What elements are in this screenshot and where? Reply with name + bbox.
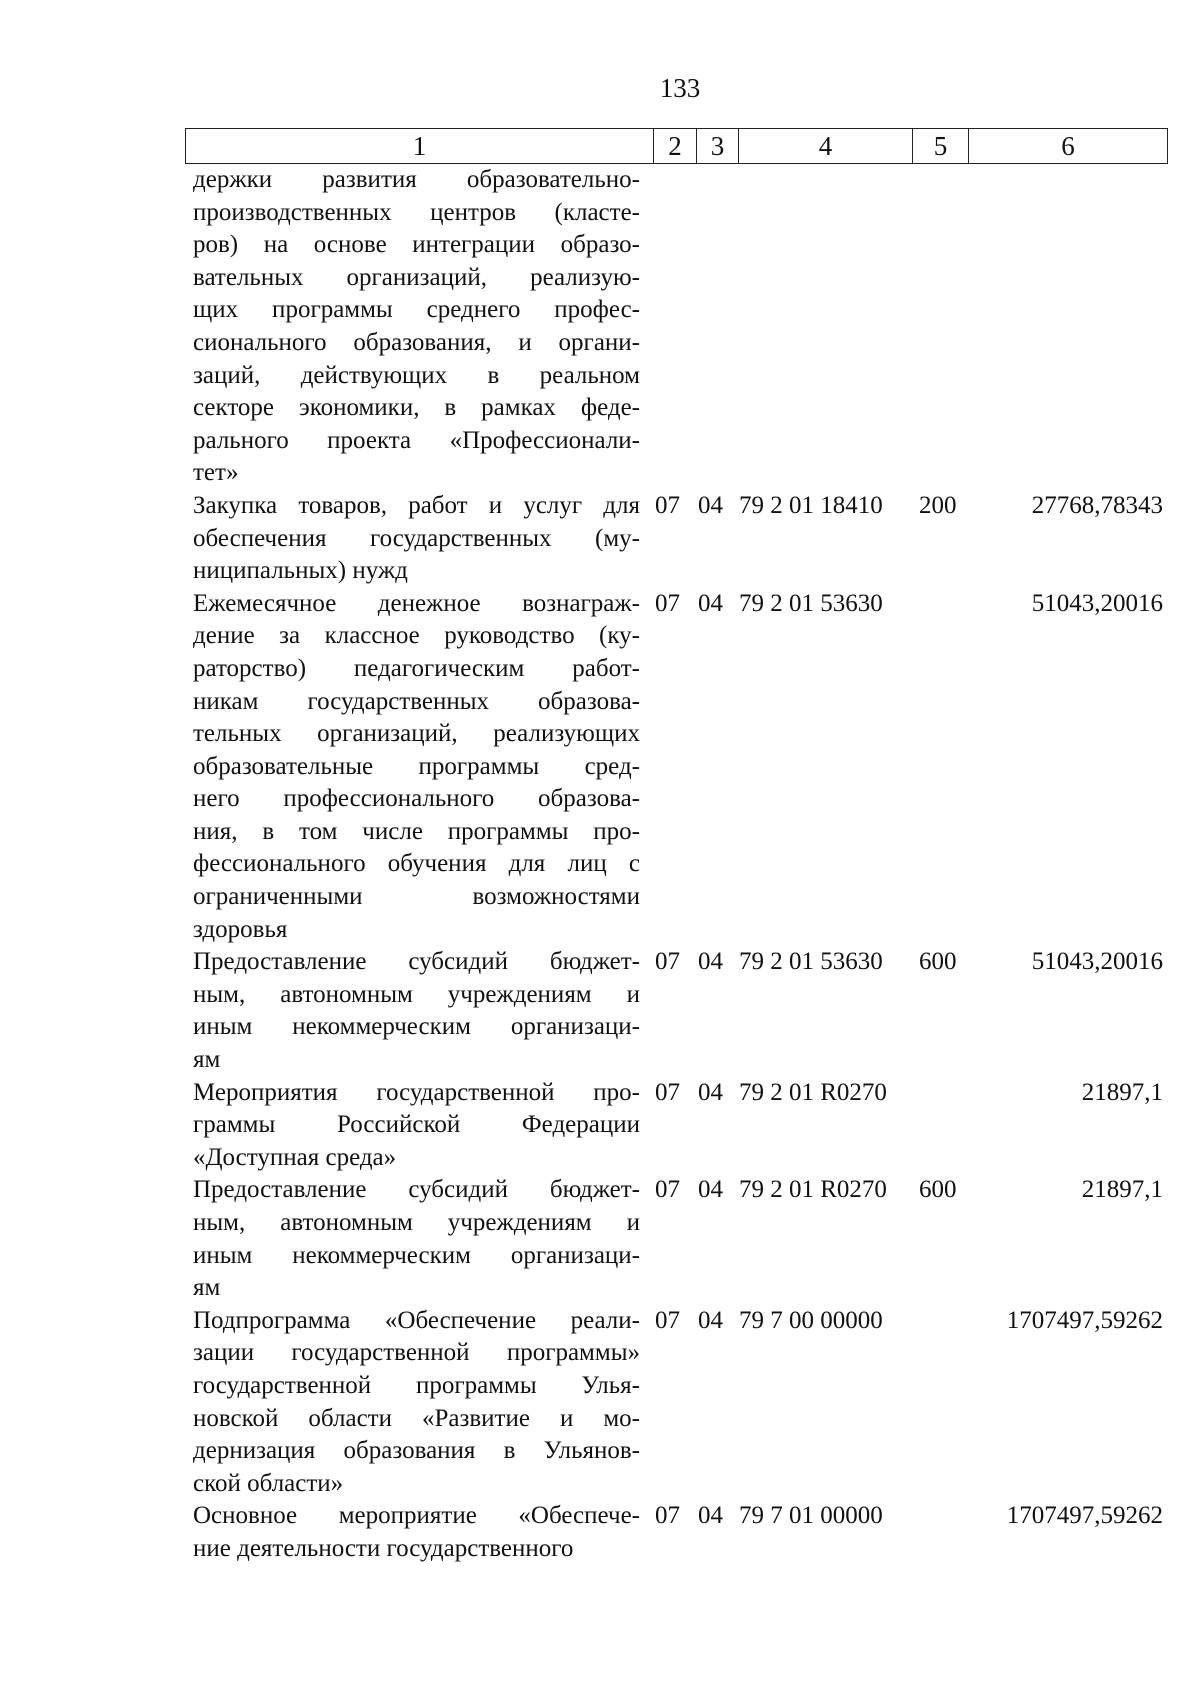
subsection-code: 04: [698, 1306, 723, 1334]
description-line: ской области»: [193, 1469, 344, 1497]
description-line: государственной программы Улья-: [193, 1371, 640, 1399]
description-line: зации государственной программы»: [193, 1339, 640, 1367]
description-line: «Доступная среда»: [193, 1143, 397, 1171]
description-line: обеспечения государственных (му-: [193, 524, 640, 552]
row-description: [193, 588, 640, 947]
description-line: Подпрограмма «Обеспечение реали-: [193, 1306, 640, 1334]
section-code: 07: [655, 1306, 680, 1334]
description-line: здоровья: [193, 915, 288, 943]
target-article-code: 79 2 01 R0270: [739, 1078, 887, 1106]
subsection-code: 04: [698, 1502, 723, 1530]
target-article-code: 79 7 01 00000: [739, 1502, 883, 1530]
row-amount: 51043,20016: [1031, 948, 1163, 976]
section-code: 07: [655, 1176, 680, 1204]
table-row: [193, 1305, 1173, 1501]
description-line: граммы Российской Федерации: [193, 1111, 640, 1139]
description-line: раторство) педагогическим работ-: [193, 654, 640, 682]
description-line: ниципальных) нужд: [193, 557, 408, 585]
target-article-code: 79 2 01 18410: [739, 491, 883, 519]
description-line: новской области «Развитие и мо-: [193, 1404, 640, 1432]
table-row: [193, 490, 1173, 588]
description-line: ным, автономным учреждениям и: [193, 1209, 640, 1236]
table-row: [193, 946, 1173, 1076]
expense-type-code: 600: [919, 948, 957, 976]
row-description: [193, 946, 640, 1076]
description-line: никам государственных образова-: [193, 687, 640, 715]
description-line: сионального образования, и органи-: [193, 328, 640, 356]
description-line: рального проекта «Профессионали-: [193, 426, 640, 454]
description-line: него профессионального образова-: [193, 785, 640, 813]
column-header-2: 2: [654, 129, 697, 164]
target-article-code: 79 2 01 R0270: [739, 1176, 887, 1204]
subsection-code: 04: [698, 948, 723, 976]
section-code: 07: [655, 1502, 680, 1530]
description-line: дение за классное руководство (ку-: [193, 622, 640, 650]
row-amount: 21897,1: [1081, 1078, 1163, 1106]
target-article-code: 79 2 01 53630: [739, 948, 883, 976]
description-line: ние деятельности государственного: [193, 1534, 574, 1562]
description-line: иным некоммерческим организаци-: [193, 1013, 640, 1041]
description-line: Предоставление субсидий бюджет-: [193, 948, 640, 976]
row-description: [193, 1174, 640, 1304]
column-header-3: 3: [697, 129, 739, 164]
page-number: 133: [659, 73, 701, 103]
description-line: Основное мероприятие «Обеспече-: [193, 1502, 640, 1530]
description-line: щих программы среднего профес-: [193, 296, 640, 324]
target-article-code: 79 2 01 53630: [739, 589, 883, 617]
section-code: 07: [655, 491, 680, 519]
description-line: дернизация образования в Ульянов-: [193, 1437, 640, 1465]
budget-table-body: [193, 164, 1173, 1566]
section-code: 07: [655, 1078, 680, 1106]
table-row: [193, 1174, 1173, 1304]
row-amount: 1707497,59262: [1006, 1306, 1163, 1334]
row-description: [193, 164, 640, 490]
description-line: ям: [193, 1046, 221, 1074]
description-line: Мероприятия государственной про-: [193, 1078, 640, 1106]
expense-type-code: 600: [919, 1176, 957, 1204]
column-header-5: 5: [913, 129, 969, 164]
subsection-code: 04: [698, 1078, 723, 1106]
table-row: [193, 164, 1173, 490]
row-amount: 1707497,59262: [1006, 1502, 1163, 1530]
section-code: 07: [655, 589, 680, 617]
description-line: ров) на основе интеграции образо-: [193, 231, 640, 259]
column-header-4: 4: [739, 129, 913, 164]
description-line: Предоставление субсидий бюджет-: [193, 1176, 640, 1204]
column-header-row: [186, 129, 1168, 164]
description-line: фессионального обучения для лиц с: [193, 850, 640, 878]
subsection-code: 04: [698, 589, 723, 617]
description-line: секторе экономики, в рамках феде-: [193, 394, 640, 422]
row-description: [193, 1077, 640, 1175]
description-line: вательных организаций, реализую-: [193, 263, 640, 291]
subsection-code: 04: [698, 491, 723, 519]
description-line: иным некоммерческим организаци-: [193, 1241, 640, 1269]
subsection-code: 04: [698, 1176, 723, 1204]
row-description: [193, 490, 640, 588]
description-line: образовательные программы сред-: [193, 752, 640, 780]
description-line: ным, автономным учреждениям и: [193, 980, 640, 1008]
row-description: [193, 1500, 640, 1565]
target-article-code: 79 7 00 00000: [739, 1306, 883, 1334]
column-header-table: [185, 128, 1168, 164]
row-amount: 27768,78343: [1031, 491, 1163, 519]
description-line: ния, в том числе программы про-: [193, 817, 640, 845]
expense-type-code: 200: [919, 491, 957, 519]
section-code: 07: [655, 948, 680, 976]
description-line: ограниченными возможностями: [193, 883, 640, 911]
description-line: тельных организаций, реализующих: [193, 720, 640, 748]
description-line: производственных центров (класте-: [193, 198, 640, 226]
description-line: Ежемесячное денежное вознаграж-: [193, 589, 640, 617]
table-row: [193, 1500, 1173, 1565]
description-line: держки развития образовательно-: [193, 166, 640, 193]
column-header-6: 6: [969, 129, 1168, 164]
row-amount: 51043,20016: [1031, 589, 1163, 617]
table-row: [193, 1077, 1173, 1175]
description-line: ям: [193, 1274, 221, 1302]
description-line: заций, действующих в реальном: [193, 361, 640, 389]
column-header-1: 1: [186, 129, 654, 164]
description-line: тет»: [193, 459, 239, 487]
row-description: [193, 1305, 640, 1501]
row-amount: 21897,1: [1081, 1176, 1163, 1204]
description-line: Закупка товаров, работ и услуг для: [193, 491, 640, 519]
table-row: [193, 588, 1173, 947]
